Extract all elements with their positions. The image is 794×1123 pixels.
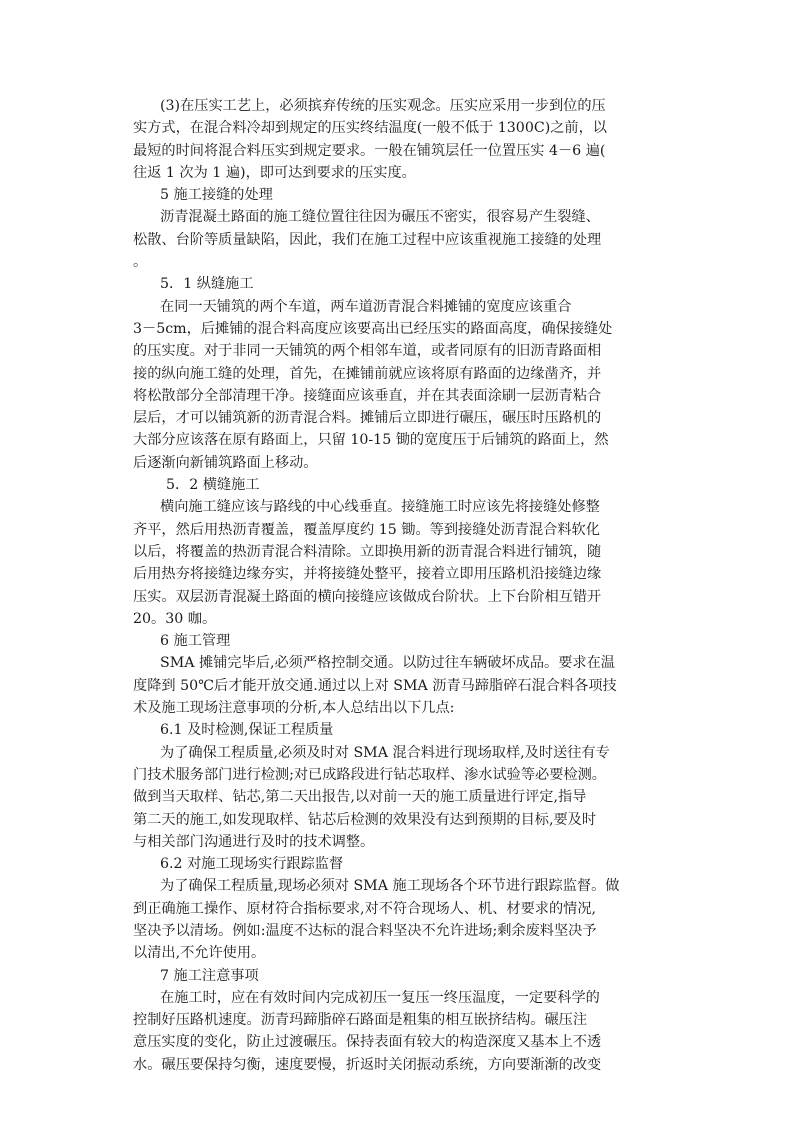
paragraph-line: 以清出,不允许使用。 — [133, 945, 266, 962]
paragraph-line: (3)在压实工艺上，必须摈弃传统的压实观念。压实应采用一步到位的压 — [160, 98, 606, 114]
subsection-heading: 6.1 及时检测,保证工程质量 — [160, 722, 334, 739]
paragraph-line: 横向施工缝应该与路线的中心线垂直。接缝施工时应该先将接缝处修整 — [160, 499, 600, 516]
paragraph-line: 到正确施工操作、原材符合指标要求,对不符合现场人、机、材要求的情况, — [133, 900, 597, 917]
section-heading: 6 施工管理 — [160, 633, 231, 650]
paragraph-line: 往返 1 次为 1 遍)，即可达到要求的压实度。 — [133, 164, 416, 181]
paragraph-line: 后逐渐向新铺筑路面上移动。 — [133, 454, 318, 471]
paragraph-line: 意压实度的变化，防止过渡碾压。保持表面有较大的构造深度又基本上不透 — [133, 1034, 602, 1051]
paragraph-line: 压实。双层沥青混凝土路面的横向接缝应该做成台阶状。上下台阶相互错开 — [133, 588, 602, 605]
paragraph-line: 3－5cm，后摊铺的混合料高度应该要高出已经压实的路面高度，确保接缝处 — [133, 320, 613, 337]
paragraph-line: 控制好压路机速度。沥青玛蹄脂碎石路面是粗集的相互嵌挤结构。碾压注 — [133, 1012, 588, 1029]
paragraph-line: 的压实度。对于非同一天铺筑的两个相邻车道，或者同原有的旧沥青路面相 — [133, 343, 602, 360]
paragraph-line: 在同一天铺筑的两个车道，两车道沥青混合料摊铺的宽度应该重合 — [160, 298, 572, 315]
section-heading: 7 施工注意事项 — [160, 967, 259, 984]
paragraph-line: 松散、台阶等质量缺陷，因此，我们在施工过程中应该重视施工接缝的处理 — [133, 231, 602, 248]
paragraph-line: 接的纵向施工缝的处理，首先，在摊铺前就应该将原有路面的边缘凿齐，并 — [133, 365, 602, 382]
paragraph-line: 层后，才可以铺筑新的沥青混合料。摊铺后立即进行碾压，碾压时压路机的 — [133, 410, 602, 427]
paragraph-line: 沥青混凝土路面的施工缝位置往往因为碾压不密实，很容易产生裂缝、 — [160, 209, 600, 226]
paragraph-line: 以后，将覆盖的热沥青混合料清除。立即换用新的沥青混合料进行铺筑，随 — [133, 543, 602, 560]
paragraph-line: 实方式，在混合料冷却到规定的压实终结温度(一般不低于 1300C)之前，以 — [133, 120, 607, 137]
subsection-heading: 5．2 横缝施工 — [166, 477, 260, 494]
paragraph-line: 后用热夯将接缝边缘夯实，并将接缝处整平，接着立即用压路机沿接缝边缘 — [133, 566, 602, 583]
paragraph-line: 将松散部分全部清理干净。接缝面应该垂直，并在其表面涂刷一层沥青粘合 — [133, 387, 602, 404]
document-body — [133, 95, 663, 1076]
paragraph-line: 术及施工现场注意事项的分析,本人总结出以下几点: — [133, 700, 455, 717]
subsection-heading: 5．1 纵缝施工 — [160, 276, 254, 293]
paragraph-line: 为了确保工程质量,必须及时对 SMA 混合料进行现场取样,及时送往有专 — [160, 744, 610, 761]
section-heading: 5 施工接缝的处理 — [160, 187, 273, 204]
paragraph-line: 最短的时间将混合料压实到规定要求。一般在铺筑层任一位置压实 4－6 遍( — [133, 142, 606, 159]
paragraph-line: 与相关部门沟通进行及时的技术调整。 — [133, 833, 375, 850]
paragraph-line: 20。30 咖。 — [133, 610, 217, 627]
paragraph-line: 做到当天取样、钻芯,第二天出报告,以对前一天的施工质量进行评定,指导 — [133, 789, 587, 806]
paragraph-line: 齐平，然后用热沥青覆盖，覆盖厚度约 15 锄。等到接缝处沥青混合料软化 — [133, 521, 600, 538]
paragraph-line: SMA 摊铺完毕后,必须严格控制交通。以防过往车辆破坏成品。要求在温 — [160, 655, 615, 672]
paragraph-line: 门技术服务部门进行检测;对已成路段进行钻芯取样、渗水试验等必要检测。 — [133, 766, 606, 783]
paragraph-line: 度降到 50℃后才能开放交通.通过以上对 SMA 沥青马蹄脂碎石混合料各项技 — [133, 677, 617, 694]
paragraph-line: 水。碾压要保持匀衡，速度要慢，折返时关闭振动系统，方向要渐渐的改变 — [133, 1056, 602, 1073]
paragraph-line: 坚决予以清场。例如:温度不达标的混合料坚决不允许进场;剩余废料坚决予 — [133, 922, 597, 939]
paragraph-line: 第二天的施工,如发现取样、钻芯后检测的效果没有达到预期的目标,要及时 — [133, 811, 597, 828]
paragraph-line: 为了确保工程质量,现场必须对 SMA 施工现场各个环节进行跟踪监督。做 — [160, 878, 620, 895]
paragraph-line: 大部分应该落在原有路面上，只留 10-15 锄的宽度压于后铺筑的路面上，然 — [133, 432, 609, 449]
subsection-heading: 6.2 对施工现场实行跟踪监督 — [160, 856, 344, 873]
paragraph-line: 在施工时，应在有效时间内完成初压一复压一终压温度，一定要科学的 — [160, 989, 600, 1006]
paragraph-line: 。 — [133, 254, 148, 271]
